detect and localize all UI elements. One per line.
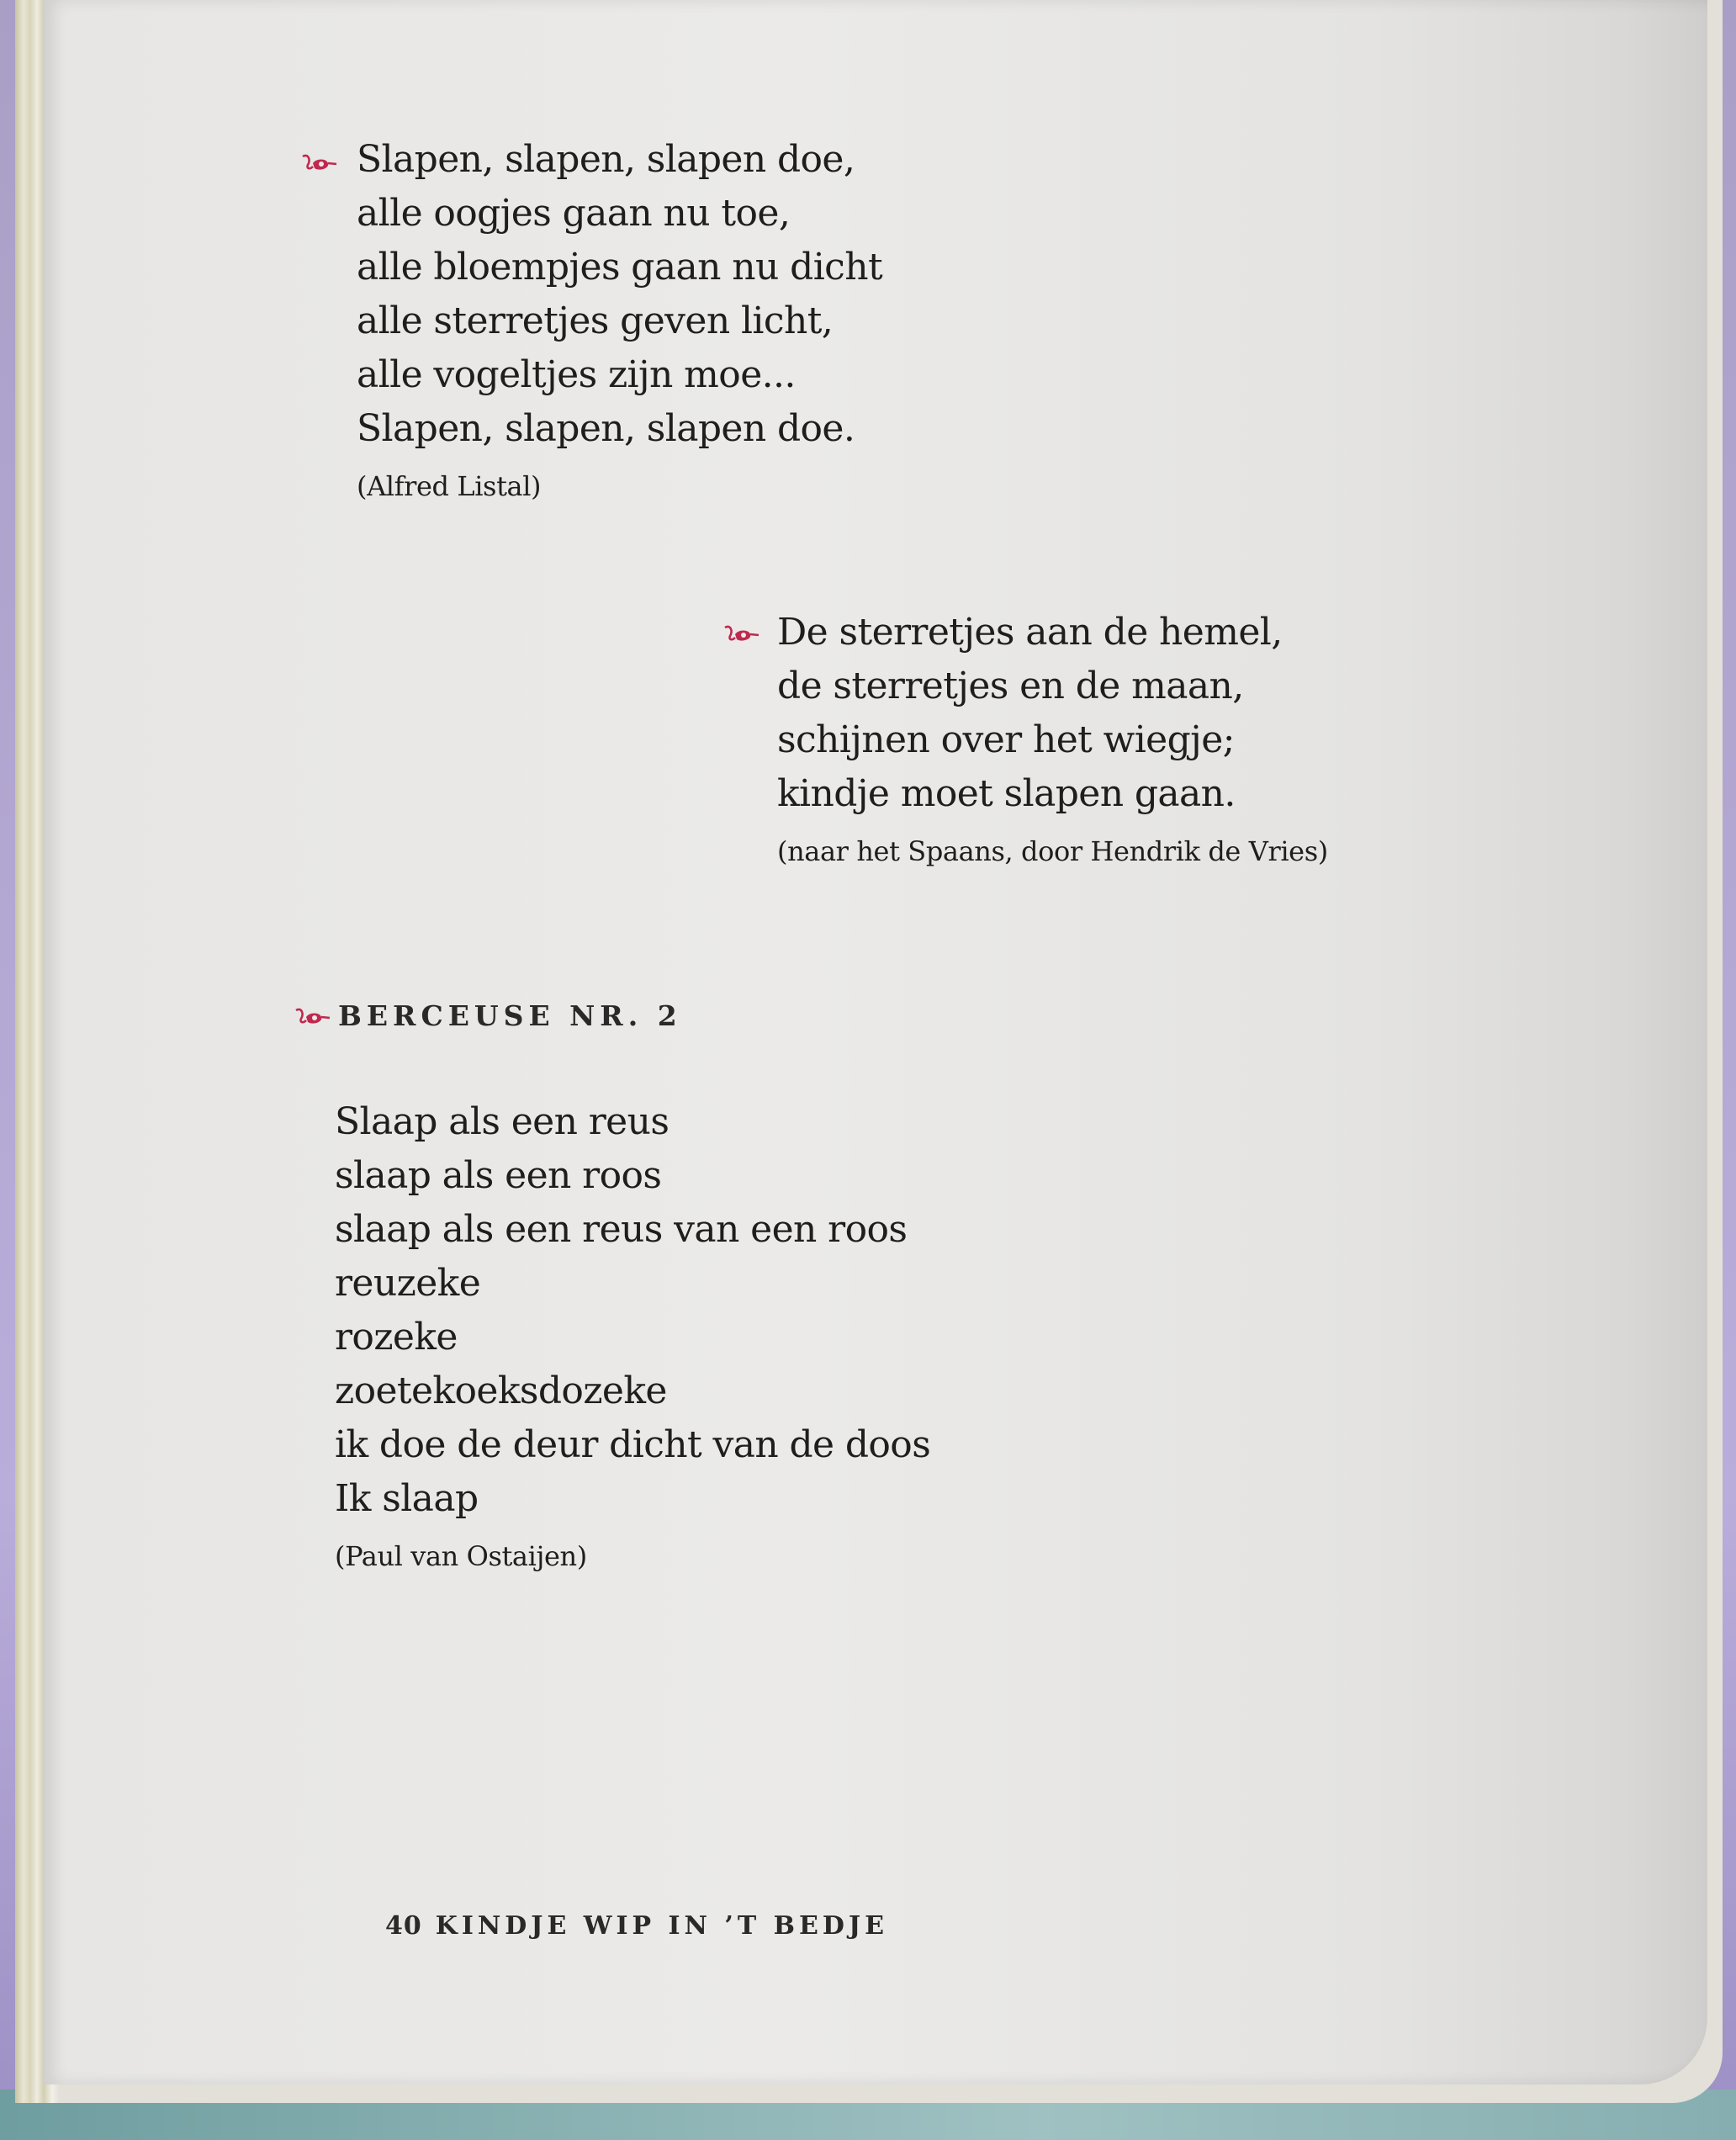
poem-line: Ik slaap <box>335 1477 479 1520</box>
poem-author: (Alfred Listal) <box>357 470 542 502</box>
poem-line: slaap als een roos <box>335 1154 662 1197</box>
running-title: KINDJE WIP IN ’T BEDJE <box>435 1911 888 1941</box>
poem-berceuse <box>335 1095 930 1576</box>
poem-line: alle oogjes gaan nu toe, <box>357 192 791 235</box>
poem-line: schijnen over het wiegje; <box>777 718 1235 761</box>
poem-line: De sterretjes aan de hemel, <box>777 611 1283 654</box>
poem-line: alle sterretjes geven licht, <box>357 299 834 342</box>
book-page <box>44 0 1707 2084</box>
page-footer <box>385 1911 888 1941</box>
poem-slapen <box>357 133 882 506</box>
poem-line: reuzeke <box>335 1262 481 1305</box>
poem-line: zoetekoeksdozeke <box>335 1369 667 1412</box>
poem-sterretjes <box>777 606 1328 871</box>
poem-author: (Paul van Ostaijen) <box>335 1540 587 1572</box>
poem-line: slaap als een reus van een roos <box>335 1208 908 1251</box>
poem-line: Slapen, slapen, slapen doe, <box>357 138 855 181</box>
poem-line: kindje moet slapen gaan. <box>777 772 1236 815</box>
page-number: 40 <box>385 1911 422 1941</box>
poem-title: BERCEUSE NR. 2 <box>338 999 682 1032</box>
poem-line: de sterretjes en de maan, <box>777 665 1244 707</box>
rose-ornament-icon <box>294 1005 331 1027</box>
poem-line: ik doe de deur dicht van de doos <box>335 1423 931 1466</box>
poem-line: rozeke <box>335 1316 458 1359</box>
poem-line: Slapen, slapen, slapen doe. <box>357 407 855 450</box>
poem-line: Slaap als een reus <box>335 1100 670 1143</box>
poem-author: (naar het Spaans, door Hendrik de Vries) <box>777 835 1328 867</box>
poem-line: alle vogeltjes zijn moe... <box>357 353 796 396</box>
rose-ornament-icon <box>301 151 338 173</box>
rose-ornament-icon <box>723 622 760 644</box>
poem-line: alle bloempjes gaan nu dicht <box>357 246 883 289</box>
